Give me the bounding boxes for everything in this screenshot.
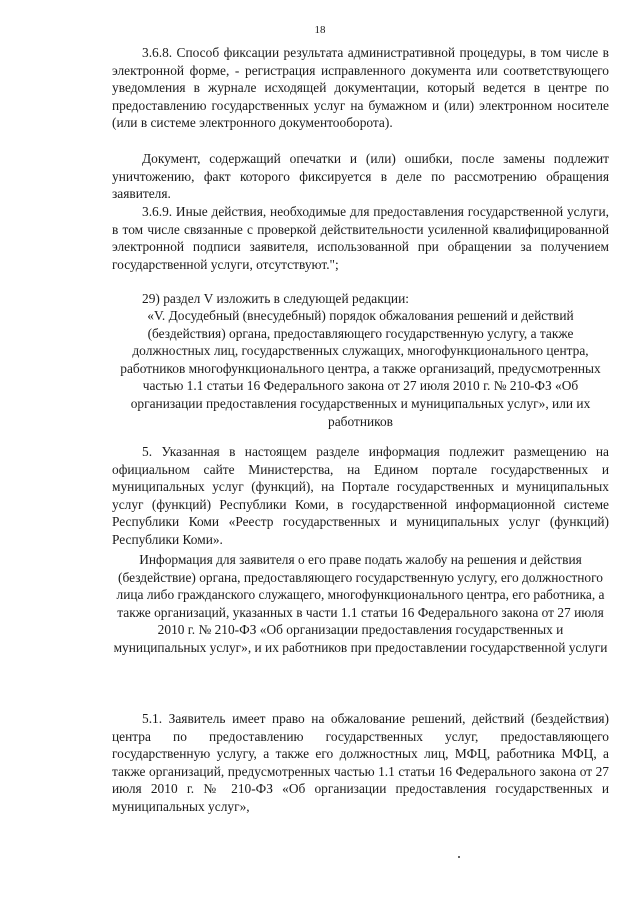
section-v-heading xyxy=(112,307,609,430)
heading-text: «V. Досудебный (внесудебный) порядок обжалования решений и действий (бездействия) органа, предоставляющего государственную услугу, а также должностных лиц, государственных служащих, многофункционального центра, работников многофункционального центра, а также организаций, предусмотренных частью 1.1 статьи 16 Федерального закона от 27 июля 2010 г. № 210-ФЗ «Об организации предоставления государственных и муниципальных услуг», или их работников xyxy=(120,308,601,429)
paragraph-3-6-8 xyxy=(112,44,609,132)
scan-speck xyxy=(458,856,460,858)
paragraph-text: Документ, содержащий опечатки и (или) ошибки, после замены подлежит уничтожению, факт которого фиксируется в деле по рассмотрению обращения заявителя. xyxy=(112,151,609,202)
info-heading xyxy=(112,551,609,657)
heading-text: Информация для заявителя о его праве подать жалобу на решения и действия (бездействие) органа, предоставляющего государственную услугу, его должностного лица либо гражданского служащего, многофункционального центра, его работника, а также организаций, указанных в части 1.1 статьи 16 Федерального закона от 27 июля 2010 г. № 210-ФЗ «Об организации предоставления государственных и муниципальных услуг», и их работников при предоставлении государственной услуги xyxy=(113,552,608,655)
paragraph-text: 29) раздел V изложить в следующей редакции: xyxy=(142,291,409,306)
paragraph-5 xyxy=(112,443,609,549)
paragraph-text: 5.1. Заявитель имеет право на обжалование решений, действий (бездействия) центра по предоставлению государственных услуг, предоставляющего государственную услугу, а также его должностных лиц, МФЦ, работника МФЦ, а также организаций, предусмотренных частью 1.1 статьи 16 Федерального закона от 27 июля 2010 г. № 210-ФЗ «Об организации предоставления государственных и муниципальных услуг», xyxy=(112,711,609,814)
paragraph-document-errors xyxy=(112,150,609,203)
paragraph-text: 3.6.8. Способ фиксации результата административной процедуры, в том числе в электронной форме, - регистрация исправленного документа или соответствующего уведомления в журнале исходящей документации, который ведется в центре по предоставлению государственных услуг на бумажном и (или) электронном носителе (или в системе электронного документооборота). xyxy=(112,45,609,131)
paragraph-text: 3.6.9. Иные действия, необходимые для предоставления государственной услуги, в том числе связанные с проверкой действительности усиленной квалифицированной электронной подписи заявителя, использованной при обращении за получением государственной услуги, отсутствуют."; xyxy=(112,204,609,272)
page-number: 18 xyxy=(314,24,326,36)
paragraph-3-6-9 xyxy=(112,203,609,273)
paragraph-29 xyxy=(112,290,609,308)
paragraph-5-1 xyxy=(112,710,609,816)
paragraph-text: 5. Указанная в настоящем разделе информация подлежит размещению на официальном сайте Министерства, на Едином портале государственных и муниципальных услуг (функций), на Портале государственных и муниципальных услуг (функций) Республики Коми, в государственной информационной системе Республики Коми «Реестр государственных и муниципальных услуг (функций) Республики Коми». xyxy=(112,444,609,547)
